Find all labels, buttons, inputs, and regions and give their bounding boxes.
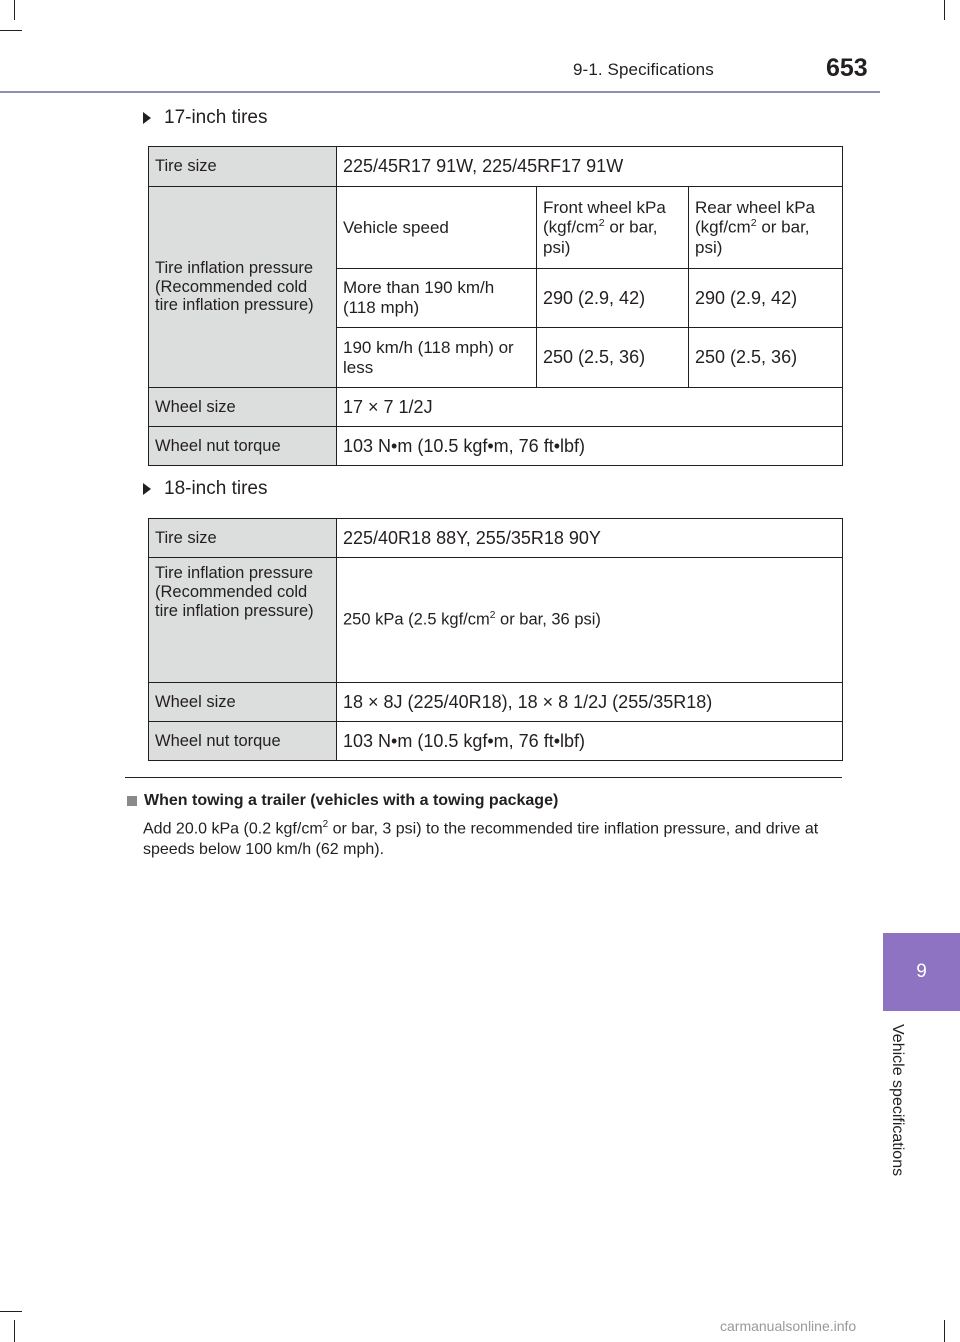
crop-mark [944,0,945,20]
speed-cell: 190 km/h (118 mph) or less [337,328,537,388]
crop-mark [0,30,22,31]
triangle-bullet-icon [143,112,151,124]
table-row [149,147,843,187]
row-label: Tire inflation pressure (Recommended cold tire inflation pressure) [149,558,337,683]
subheading-18-inch [143,478,268,500]
rear-pressure-cell: 290 (2.9, 42) [689,269,843,328]
value-text: 250 kPa (2.5 kgf/cm [343,610,490,629]
subheading-text: 17-inch tires [164,107,268,128]
row-label: Wheel nut torque [149,427,337,466]
section-divider [125,777,842,778]
header-text: or bar, psi) [695,218,810,257]
superscript: 2 [489,610,496,622]
value-text: or bar, 36 psi) [495,610,601,629]
wheel-size-value: 18 × 8J (225/40R18), 18 × 8 1/2J (255/35R18) [337,683,843,722]
watermark-text: carmanualsonline.info [720,1318,857,1334]
rear-pressure-cell: 250 (2.5, 36) [689,328,843,388]
crop-mark [0,1311,22,1312]
spec-table-18-inch [148,518,843,761]
superscript: 2 [322,819,329,830]
table-row [149,683,843,722]
torque-value: 103 N•m (10.5 kgf•m, 76 ft•lbf) [337,427,843,466]
table-row [149,388,843,427]
header-text: Front wheel kPa (kgf/cm [543,197,666,238]
note-body [143,818,843,861]
header-text: Rear wheel kPa (kgf/cm [695,197,816,238]
subheading-text: 18-inch tires [164,478,268,499]
crop-mark [14,1320,15,1342]
table-row [149,427,843,466]
square-bullet-icon [127,796,137,806]
wheel-size-value: 17 × 7 1/2J [337,388,843,427]
note-text: or bar, 3 psi) to the recommended tire inflation pressure, and drive at speeds below 100 km/h (62 mph). [143,820,819,859]
table-row [149,558,843,683]
torque-value: 103 N•m (10.5 kgf•m, 76 ft•lbf) [337,722,843,761]
column-header: Vehicle speed [337,187,537,269]
section-title: 9-1. Specifications [573,60,714,79]
row-label: Tire size [149,519,337,558]
tire-size-value: 225/40R18 88Y, 255/35R18 90Y [337,519,843,558]
superscript: 2 [598,217,605,230]
triangle-bullet-icon [143,483,151,495]
table-row [149,187,843,269]
crop-mark [944,1320,945,1342]
inflation-value [337,558,843,683]
table-row [149,519,843,558]
chapter-number: 9 [916,961,927,982]
page-number: 653 [826,54,868,82]
table-row [149,722,843,761]
header-divider [0,91,880,93]
front-pressure-cell: 250 (2.5, 36) [537,328,689,388]
chapter-label: Vehicle specifications [889,1024,906,1177]
column-header [537,187,689,269]
front-pressure-cell: 290 (2.9, 42) [537,269,689,328]
row-label: Tire size [149,147,337,187]
column-header [689,187,843,269]
subheading-17-inch [143,107,268,129]
note-title-text: When towing a trailer (vehicles with a towing package) [144,792,559,809]
row-label: Wheel size [149,388,337,427]
crop-mark [14,0,15,20]
note-heading [127,792,558,810]
superscript: 2 [750,217,757,230]
row-label: Wheel nut torque [149,722,337,761]
speed-cell: More than 190 km/h (118 mph) [337,269,537,328]
row-label: Wheel size [149,683,337,722]
spec-table-17-inch [148,146,843,466]
chapter-tab [883,933,960,1011]
note-text: Add 20.0 kPa (0.2 kgf/cm [143,820,323,838]
header-text: or bar, psi) [543,218,658,257]
row-label: Tire inflation pressure (Recommended cold tire inflation pressure) [149,187,337,388]
tire-size-value: 225/45R17 91W, 225/45RF17 91W [337,147,843,187]
